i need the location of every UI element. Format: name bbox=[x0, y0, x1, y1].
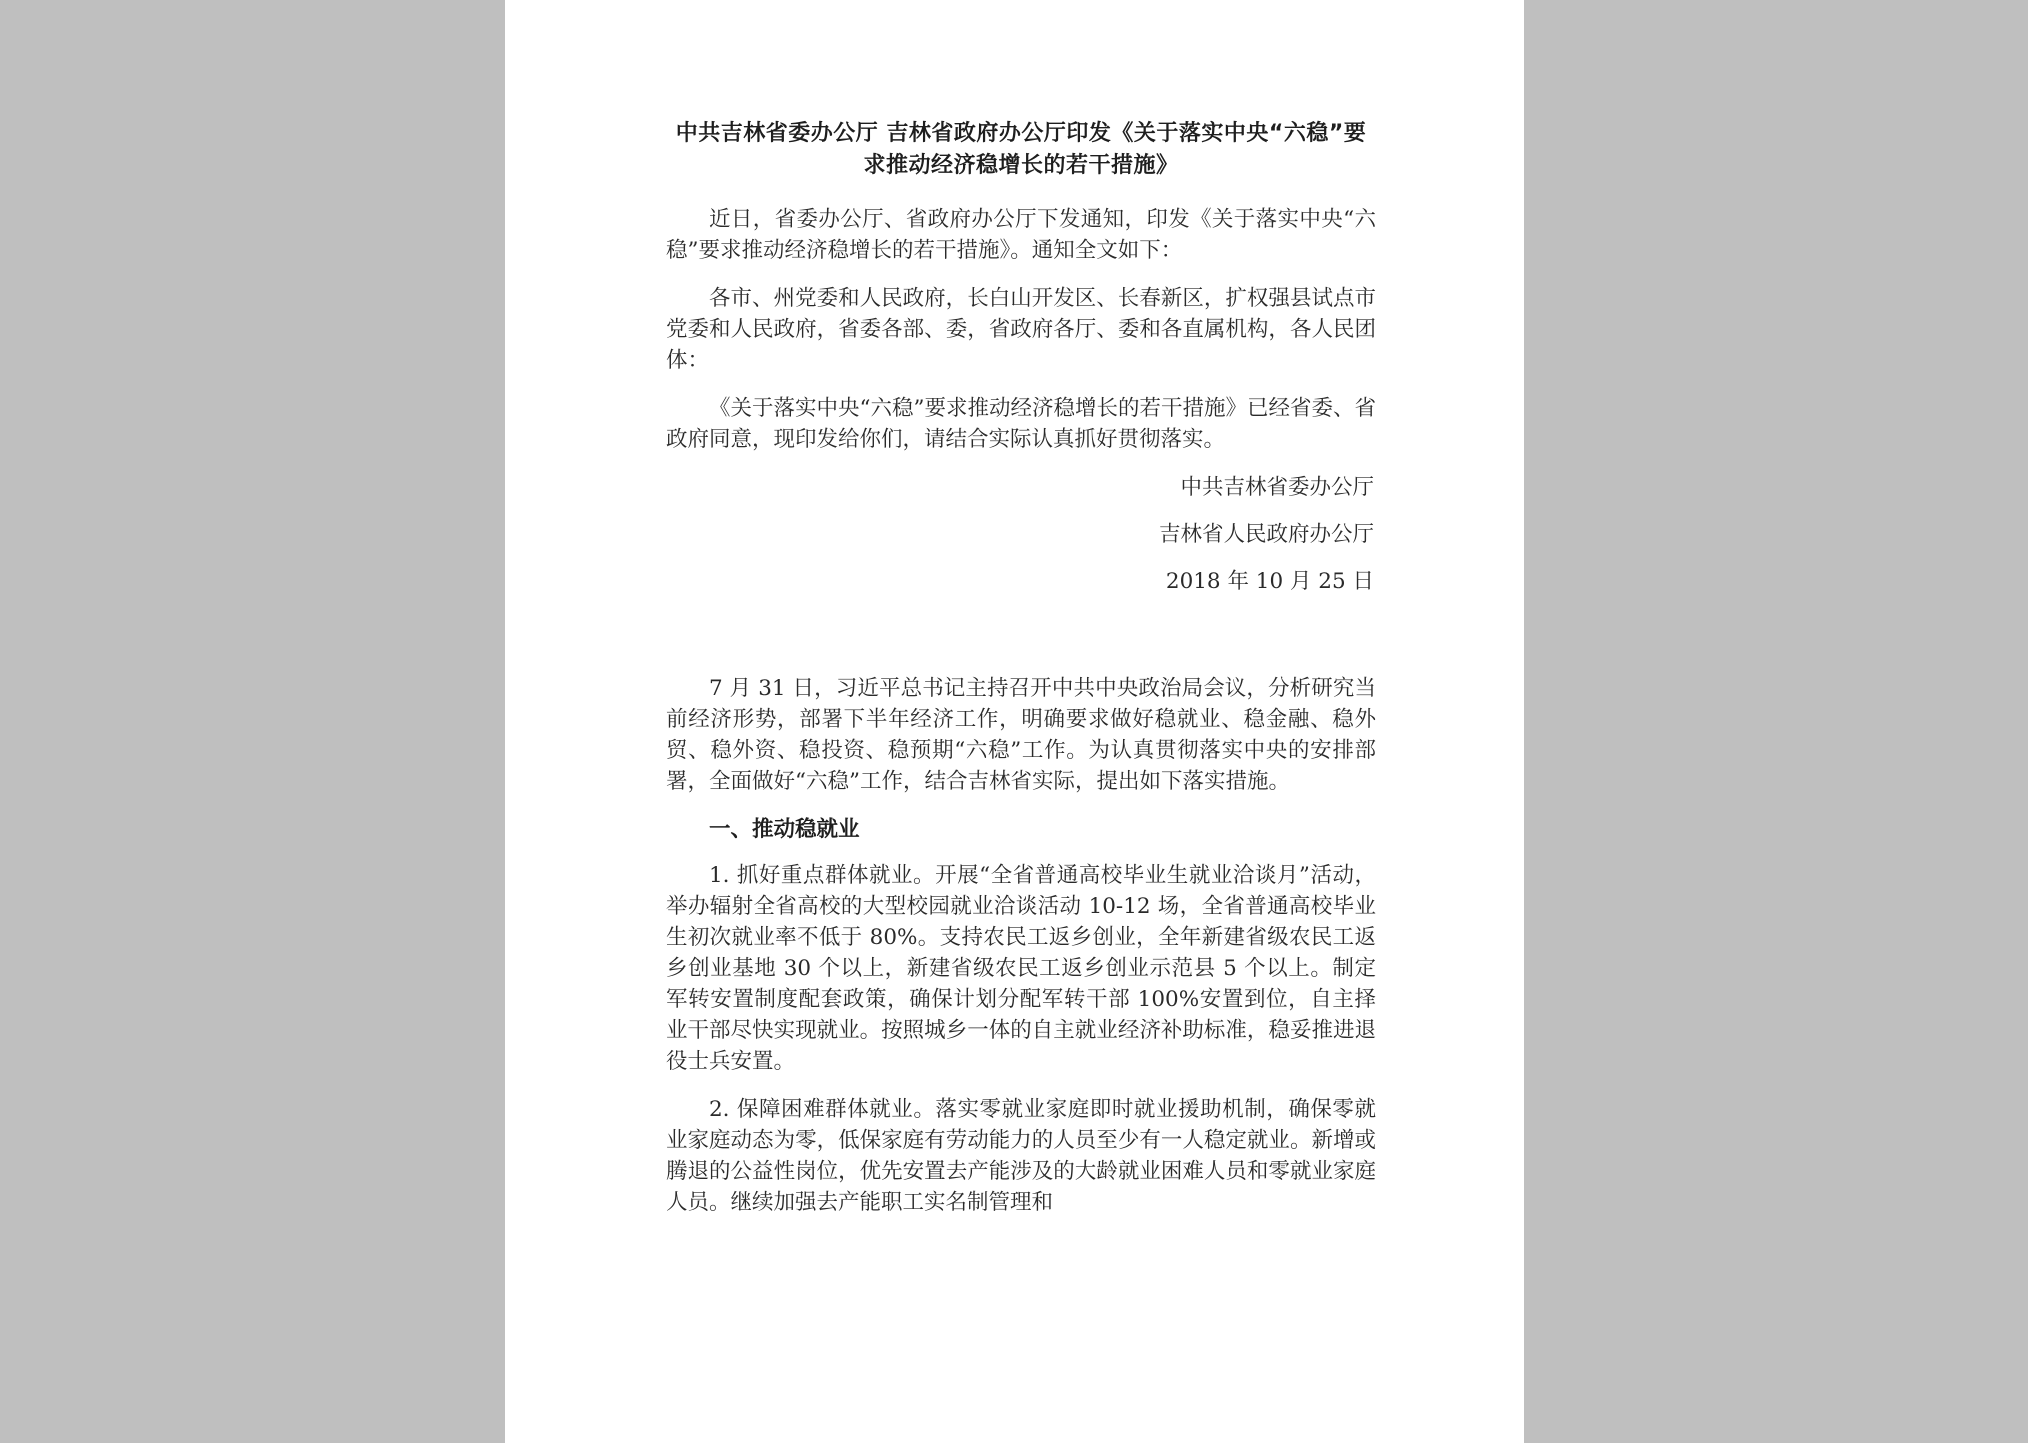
preamble-paragraph: 7 月 31 日，习近平总书记主持召开中共中央政治局会议，分析研究当前经济形势，部署下半年经济工作，明确要求做好稳就业、稳金融、稳外贸、稳外资、稳投资、稳预期“六稳”工作。为认真贯彻落实中央的安排部署，全面做好“六稳”工作，结合吉林省实际，提出如下落实措施。 bbox=[666, 676, 1376, 794]
signature-date: 2018 年 10 月 25 日 bbox=[1165, 569, 1374, 594]
list-item-1: 1. 抓好重点群体就业。开展“全省普通高校毕业生就业洽谈月”活动，举办辐射全省高校的大型校园就业洽谈活动 10-12 场，全省普通高校毕业生初次就业率不低于 80%。支持农民工返乡创业，全年新建省级农民工返乡创业基地 30 个以上，新建省级农民工返乡创业示范县 5 个以上。制定军转安置制度配套政策，确保计划分配军转干部 100%安置到位，自主择业干部尽快实现就业。按照城乡一体的自主就业经济补助标准，稳妥推进退役士兵安置。 bbox=[666, 863, 1376, 1074]
document-page bbox=[505, 0, 1524, 1443]
document-title: 中共吉林省委办公厅 吉林省政府办公厅印发《关于落实中央“六稳”要求推动经济稳增长的若干措施》 bbox=[675, 121, 1367, 178]
list-item-2: 2. 保障困难群体就业。落实零就业家庭即时就业援助机制，确保零就业家庭动态为零，低保家庭有劳动能力的人员至少有一人稳定就业。新增或腾退的公益性岗位，优先安置去产能涉及的大龄就业困难人员和零就业家庭人员。继续加强去产能职工实名制管理和 bbox=[666, 1097, 1376, 1215]
section-heading-1: 一、推动稳就业 bbox=[709, 817, 860, 842]
notice-body-paragraph: 《关于落实中央“六稳”要求推动经济稳增长的若干措施》已经省委、省政府同意，现印发给你们，请结合实际认真抓好贯彻落实。 bbox=[666, 396, 1376, 452]
addressees-paragraph: 各市、州党委和人民政府，长白山开发区、长春新区，扩权强县试点市党委和人民政府，省委各部、委，省政府各厅、委和各直属机构，各人民团体： bbox=[666, 286, 1376, 373]
section-spacer bbox=[666, 613, 1376, 673]
intro-paragraph: 近日，省委办公厅、省政府办公厅下发通知，印发《关于落实中央“六稳”要求推动经济稳增长的若干措施》。通知全文如下： bbox=[666, 207, 1376, 263]
page-content bbox=[666, 118, 1376, 1235]
signature-line-1: 中共吉林省委办公厅 bbox=[1180, 475, 1374, 500]
signature-line-2: 吉林省人民政府办公厅 bbox=[1158, 522, 1374, 547]
